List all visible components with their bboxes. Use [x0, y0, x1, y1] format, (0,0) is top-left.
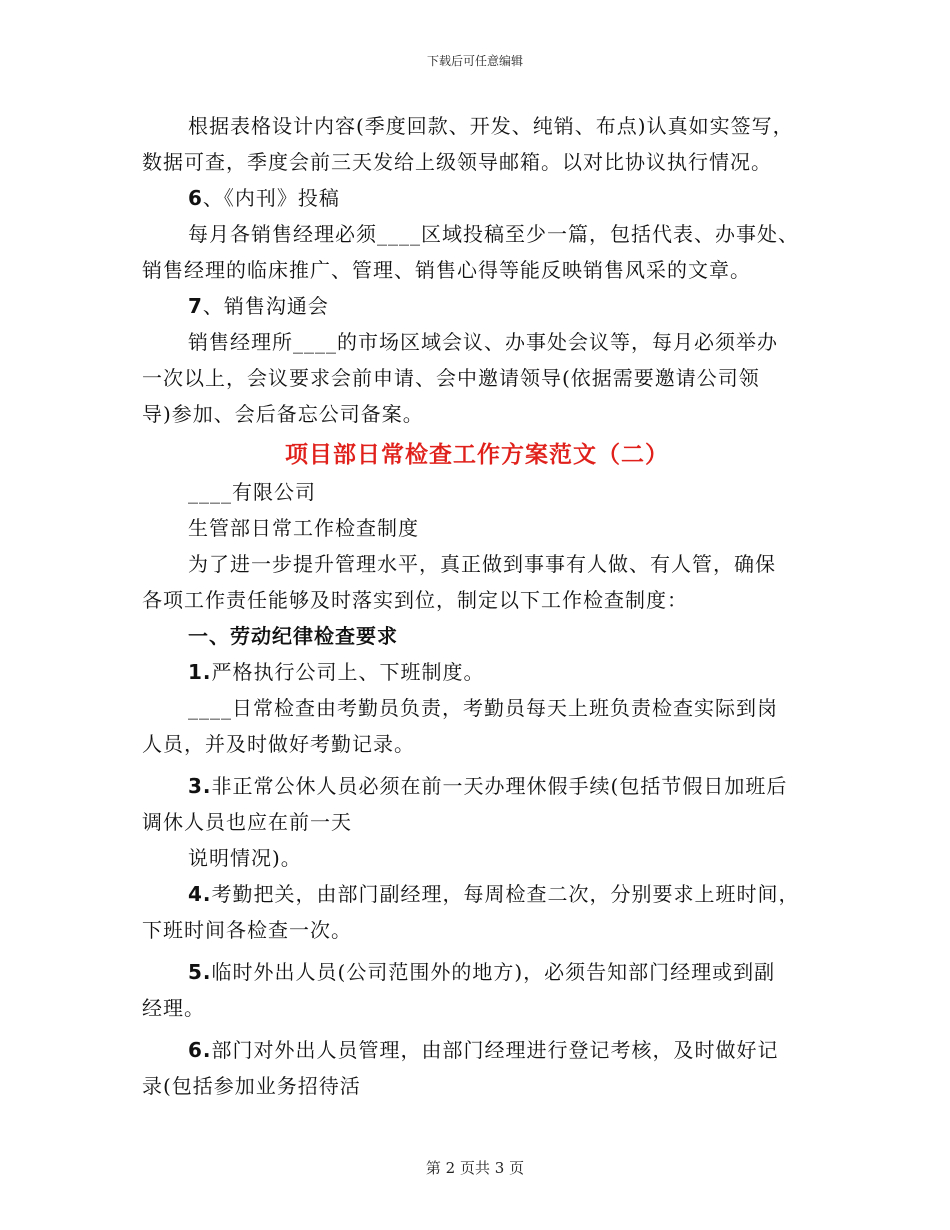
- item-text: 考勤把关，由部门副经理，每周检查二次，分别要求上班时间，: [211, 882, 800, 906]
- item-number: 3.: [188, 774, 212, 798]
- section-heading-7: [142, 288, 812, 324]
- list-item-6: [142, 1032, 812, 1068]
- page-header: 下载后可任意编辑: [426, 54, 523, 68]
- page-footer: 第 2 页共 3 页: [425, 1159, 525, 1177]
- document-title: 项目部日常检查工作方案范文（二）: [285, 441, 669, 468]
- item-number: 6.: [188, 1038, 212, 1062]
- paragraph-line: 经理。: [142, 996, 205, 1020]
- paragraph-line: 下班时间各检查一次。: [142, 918, 352, 942]
- paragraph-line: 为了进一步提升管理水平，真正做到事事有人做、有人管，确保: [188, 552, 776, 576]
- paragraph-line: ____日常检查由考勤员负责，考勤员每天上班负责检查实际到岗: [188, 696, 778, 720]
- paragraph-line: 各项工作责任能够及时落实到位，制定以下工作检查制度：: [142, 588, 688, 612]
- list-item-4: [142, 876, 812, 912]
- section-heading: 一、劳动纪律检查要求: [188, 624, 398, 648]
- paragraph-line: 导)参加、会后备忘公司备案。: [142, 402, 424, 426]
- item-number: 5.: [188, 960, 212, 984]
- paragraph-line: 一次以上，会议要求会前申请、会中邀请领导(依据需要邀请公司领: [142, 366, 760, 390]
- paragraph-line: 每月各销售经理必须____区域投稿至少一篇，包括代表、办事处、: [188, 222, 799, 246]
- section-number: 7: [188, 294, 203, 318]
- item-number: 4.: [188, 882, 212, 906]
- list-item-1: [142, 654, 812, 690]
- paragraph-line: 说明情况)。: [188, 846, 302, 870]
- list-item-5: [142, 954, 812, 990]
- paragraph-line: 销售经理所____的市场区域会议、办事处会议等，每月必须举办: [188, 330, 778, 354]
- section-heading-6: [142, 180, 812, 216]
- item-number: 1.: [188, 660, 212, 684]
- company-line: ____有限公司: [188, 480, 316, 504]
- paragraph-line: 录(包括参加业务招待活: [142, 1074, 361, 1098]
- section-heading-text: 、销售沟通会: [202, 294, 329, 318]
- section-heading-text: 、《内刊》投稿: [202, 186, 340, 210]
- paragraph-line: 销售经理的临床推广、管理、销售心得等能反映销售风采的文章。: [142, 258, 751, 282]
- paragraph-line: 数据可查，季度会前三天发给上级领导邮箱。以对比协议执行情况。: [142, 150, 772, 174]
- item-text: 非正常公休人员必须在前一天办理休假手续(包括节假日加班后: [211, 774, 788, 798]
- paragraph-line: 根据表格设计内容(季度回款、开发、纯销、布点)认真如实签写，: [188, 114, 794, 138]
- paragraph-line: 人员，并及时做好考勤记录。: [142, 732, 415, 756]
- item-text: 部门对外出人员管理，由部门经理进行登记考核，及时做好记: [211, 1038, 779, 1062]
- section-number: 6: [188, 186, 203, 210]
- item-text: 严格执行公司上、下班制度。: [211, 660, 485, 684]
- doc-subtitle: 生管部日常工作检查制度: [188, 516, 419, 540]
- paragraph-line: 调休人员也应在前一天: [142, 810, 352, 834]
- document-body: [142, 108, 812, 1104]
- item-text: 临时外出人员(公司范围外的地方)，必须告知部门经理或到副: [211, 960, 776, 984]
- list-item-3: [142, 768, 812, 804]
